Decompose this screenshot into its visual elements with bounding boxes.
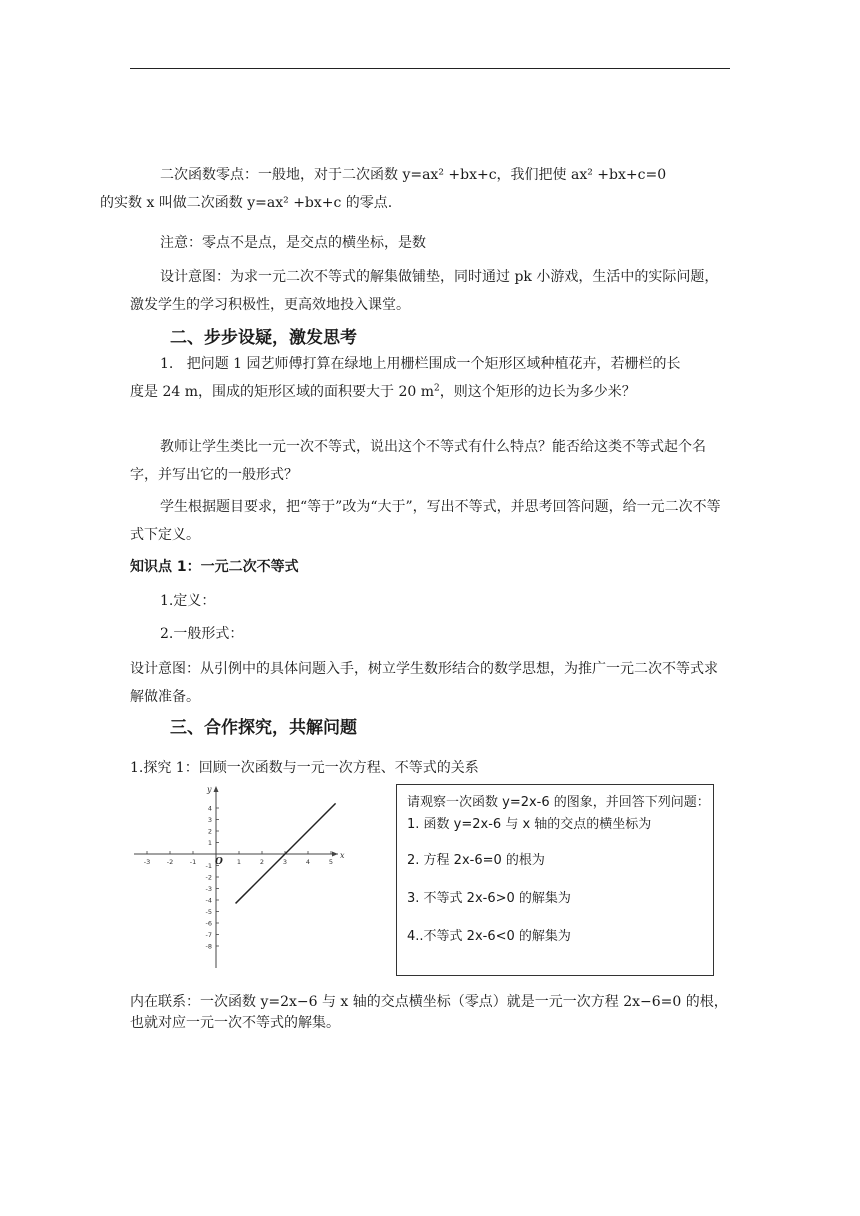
header-rule xyxy=(130,68,730,69)
x-tick-label: -3 xyxy=(143,858,151,866)
x-axis-arrow xyxy=(332,852,338,857)
x-tick-label: 1 xyxy=(236,858,242,866)
problem-1-number: 1. xyxy=(160,356,174,372)
y-tick-label: 3 xyxy=(207,815,212,824)
y-tick-label: -7 xyxy=(205,930,212,939)
y-axis-arrow xyxy=(214,786,219,792)
x-tick-label: 5 xyxy=(328,858,334,866)
y-tick-label: 2 xyxy=(207,827,212,836)
problem-1-line-1: 把问题 1 园艺师傅打算在绿地上用栅栏围成一个矩形区域种植花卉，若栅栏的长 xyxy=(186,356,681,372)
origin-label: O xyxy=(215,857,223,867)
zero-point-definition xyxy=(100,161,730,217)
note-text: 注意：零点不是点，是交点的横坐标，是数 xyxy=(160,235,426,251)
problem-1-line-2: 度是 24 m，围成的矩形区域的面积要大于 20 m xyxy=(130,384,434,400)
question-2: 2. 方程 2x-6=0 的根为 xyxy=(407,853,545,868)
zero-point-line-1: 二次函数零点：一般地，对于二次函数 y=ax² +bx+c，我们把使 ax² +bx+c=0 xyxy=(160,167,667,183)
x-tick-label: 4 xyxy=(305,858,311,866)
y-tick-label: -1 xyxy=(205,861,212,870)
teacher-prompt: 教师让学生类比一元一次不等式，说出这个不等式有什么特点？能否给这类不等式起个名字，并写出它的一般形式？ xyxy=(130,439,706,483)
design-intent-1: 设计意图：为求一元二次不等式的解集做铺垫，同时通过 pk 小游戏，生活中的实际问题，激发学生的学习积极性，更高效地投入课堂。 xyxy=(130,269,719,313)
y-tick-label: 1 xyxy=(207,838,212,847)
zero-point-line-2: 的实数 x 叫做二次函数 y=ax² +bx+c 的零点. xyxy=(100,195,393,211)
explore-1-heading: 1.探究 1：回顾一次函数与一元一次方程、不等式的关系 xyxy=(130,760,479,776)
design-intent-2: 设计意图：从引例中的具体问题入手，树立学生数形结合的数学思想，为推广一元二次不等式求解做准备。 xyxy=(130,661,718,705)
problem-1 xyxy=(130,350,730,406)
x-axis-label: x xyxy=(340,851,345,860)
y-tick-label: -5 xyxy=(205,907,212,916)
definition-label: 1.定义： xyxy=(160,593,216,609)
function-line xyxy=(236,803,336,903)
y-tick-label: -6 xyxy=(205,919,212,928)
question-4: 4..不等式 2x-6<0 的解集为 xyxy=(407,929,571,944)
y-tick-label: -8 xyxy=(205,942,212,951)
section-2-title: 二、步步设疑，激发思考 xyxy=(170,328,357,348)
conclusion-text: 内在联系：一次函数 y=2x−6 与 x 轴的交点横坐标（零点）就是一元一次方程 2x−6=0 的根，也就对应一元一次不等式的解集。 xyxy=(130,994,728,1031)
y-tick-label: -4 xyxy=(205,896,212,905)
y-tick-label: -2 xyxy=(205,873,212,882)
x-tick-label: 2 xyxy=(259,858,265,866)
knowledge-point-1: 知识点 1：一元二次不等式 xyxy=(130,559,299,575)
problem-1-line-2-end: ，则这个矩形的边长为多少米？ xyxy=(439,384,636,400)
student-activity: 学生根据题目要求，把“等于”改为“大于”，写出不等式，并思考回答问题，给一元二次不等式下定义。 xyxy=(130,499,721,543)
problem-1-superscript: 2 xyxy=(433,383,440,394)
section-3-title: 三、合作探究，共解问题 xyxy=(170,718,357,738)
x-tick-label: -1 xyxy=(189,858,197,866)
question-box xyxy=(396,784,714,976)
y-tick-label: 4 xyxy=(207,804,212,813)
general-form-label: 2.一般形式： xyxy=(160,626,244,642)
y-axis-label: y xyxy=(207,785,212,794)
question-3: 3. 不等式 2x-6>0 的解集为 xyxy=(407,891,571,906)
question-1: 1. 函数 y=2x-6 与 x 轴的交点的横坐标为 xyxy=(407,817,652,832)
question-intro: 请观察一次函数 y=2x-6 的图象，并回答下列问题： xyxy=(407,795,710,810)
y-tick-label: -3 xyxy=(205,884,212,893)
linear-function-graph xyxy=(130,782,350,972)
x-tick-label: -2 xyxy=(166,858,174,866)
x-tick-label: 3 xyxy=(282,858,288,866)
